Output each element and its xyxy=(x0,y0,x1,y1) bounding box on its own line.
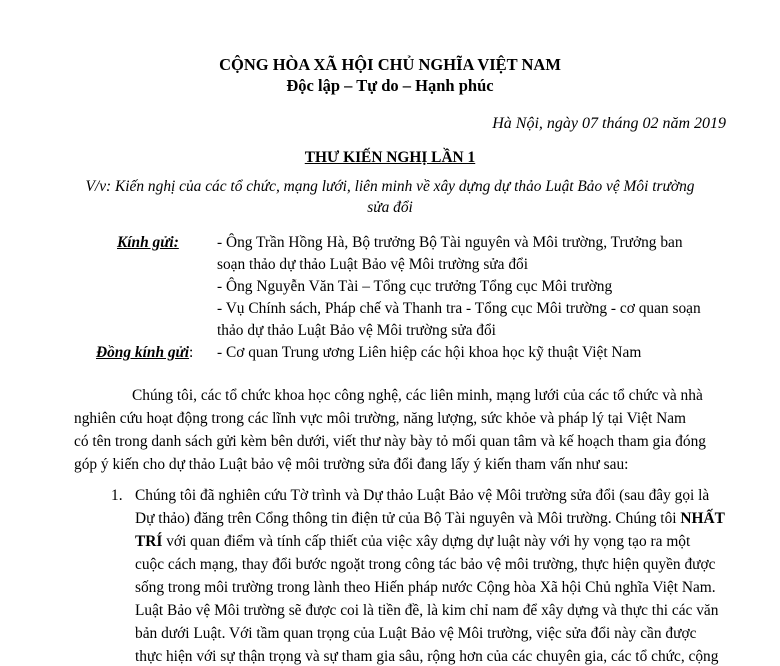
item-line: bản dưới Luật. Với tầm quan trọng của Luật Bảo vệ Môi trường, việc sửa đổi này cần được xyxy=(135,625,697,642)
item-text: Dự thảo) đăng trên Cổng thông tin điện tử của Bộ Tài nguyên và Môi trường. Chúng tôi xyxy=(135,510,677,527)
intro-line: nghiên cứu hoạt động trong các lĩnh vực môi trường, năng lượng, sức khỏe và pháp lý tại Việt Nam xyxy=(74,410,686,427)
republic-heading: CỘNG HÒA XÃ HỘI CHỦ NGHĨA VIỆT NAM xyxy=(219,55,561,74)
recipient-line: soạn thảo dự thảo Luật Bảo vệ Môi trường sửa đổi xyxy=(217,256,528,273)
emphasis-text: NHẤT xyxy=(680,510,725,527)
letter-title: THƯ KIẾN NGHỊ LẦN 1 xyxy=(304,149,476,166)
item-text: với quan điểm và tính cấp thiết của việc xây dựng dự luật này với hy vọng tạo ra một xyxy=(162,533,691,550)
cc-label: Đồng kính gửi xyxy=(96,344,190,361)
intro-line: góp ý kiến cho dự thảo Luật bảo vệ môi trường sửa đổi đang lấy ý kiến tham vấn như sau: xyxy=(74,456,629,473)
intro-line: Chúng tôi, các tổ chức khoa học công nghệ, các liên minh, mạng lưới của các tổ chức và nhà xyxy=(132,387,703,404)
subject-line-1: V/v: Kiến nghị của các tổ chức, mạng lưới, liên minh về xây dựng dự thảo Luật Bảo vệ Môi trường xyxy=(85,178,695,195)
recipients-label: Kính gửi: xyxy=(117,234,179,251)
cc-colon: : xyxy=(189,344,194,361)
item-line xyxy=(135,510,725,528)
item-line: cuộc cách mạng, thay đổi bước ngoặt trong công tác bảo vệ môi trường, thực hiện quyền được xyxy=(135,556,716,573)
item-line: Luật Bảo vệ Môi trường sẽ được coi là tiền đề, là kim chỉ nam để xây dựng và thực thi các văn xyxy=(135,602,719,619)
item-line xyxy=(135,533,690,551)
recipient-line: - Vụ Chính sách, Pháp chế và Thanh tra - Tổng cục Môi trường - cơ quan soạn xyxy=(217,300,701,317)
date-line: Hà Nội, ngày 07 tháng 02 năm 2019 xyxy=(492,115,726,132)
list-number: 1. xyxy=(111,487,123,504)
recipient-line: - Ông Trần Hồng Hà, Bộ trưởng Bộ Tài nguyên và Môi trường, Trưởng ban xyxy=(217,234,683,251)
cc-line: - Cơ quan Trung ương Liên hiệp các hội khoa học kỹ thuật Việt Nam xyxy=(217,344,642,361)
item-line: Chúng tôi đã nghiên cứu Tờ trình và Dự thảo Luật Bảo vệ Môi trường sửa đổi (sau đây gọi là xyxy=(135,487,710,504)
motto-heading: Độc lập – Tự do – Hạnh phúc xyxy=(286,76,494,95)
item-line: sống trong môi trường trong lành theo Hiến pháp nước Cộng hòa Xã hội Chủ nghĩa Việt Nam. xyxy=(135,579,716,596)
recipient-line: - Ông Nguyễn Văn Tài – Tổng cục trưởng Tổng cục Môi trường xyxy=(217,278,613,295)
subject-line-2: sửa đổi xyxy=(367,199,413,216)
intro-line: có tên trong danh sách gửi kèm bên dưới, viết thư này bày tỏ mối quan tâm và kế hoạch tham gia đóng xyxy=(74,433,706,450)
cc-label-group xyxy=(96,344,193,362)
item-line: thực hiện với sự thận trọng và sự tham gia sâu, rộng hơn của các chuyên gia, các tổ chức, cộng xyxy=(135,648,719,665)
emphasis-text: TRÍ xyxy=(135,533,163,550)
recipient-line: thảo dự thảo Luật Bảo vệ Môi trường sửa đổi xyxy=(217,322,496,339)
